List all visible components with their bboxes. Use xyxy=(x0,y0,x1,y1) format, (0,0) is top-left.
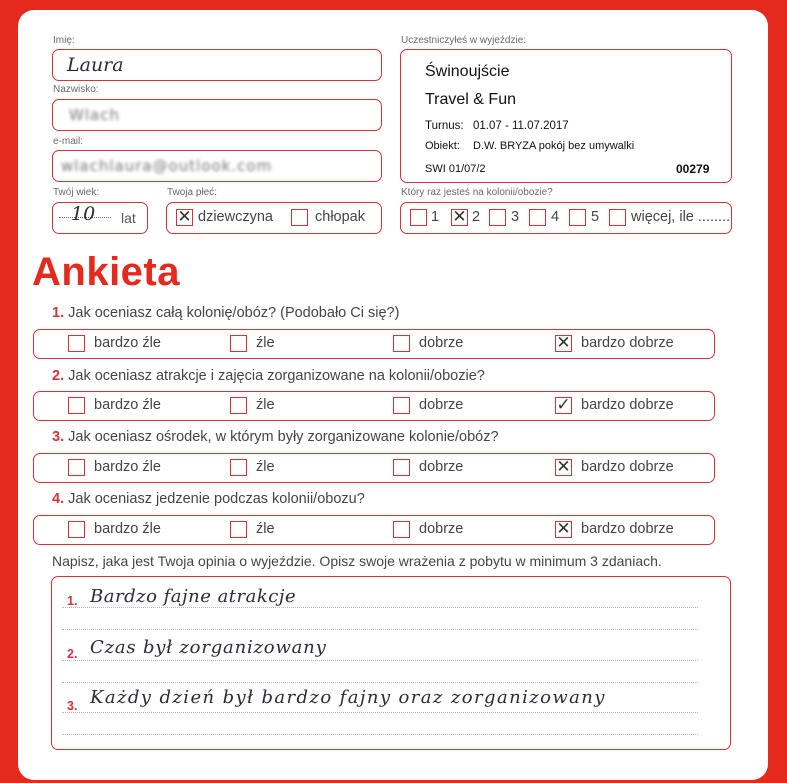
trip-city: Świnoujście xyxy=(425,63,510,80)
times-option-4: 4 xyxy=(551,209,560,225)
question-2 xyxy=(52,368,485,384)
question-4 xyxy=(52,491,365,507)
uczestniczyles-label: Uczestniczyłeś w wyjeździe: xyxy=(401,35,527,46)
checkbox-q3-zle[interactable] xyxy=(230,459,247,476)
wiek-label: Twój wiek: xyxy=(53,187,100,198)
imie-label: Imię: xyxy=(53,35,75,46)
opinion-text-2: Czas był zorganizowany xyxy=(90,637,327,658)
imie-field[interactable] xyxy=(52,49,382,81)
option-label: źle xyxy=(256,335,275,351)
option-label: bardzo źle xyxy=(94,335,161,351)
option-label: bardzo dobrze xyxy=(581,459,674,475)
checkbox-times-4[interactable] xyxy=(529,209,546,226)
option-label: bardzo źle xyxy=(94,521,161,537)
question-3 xyxy=(52,429,499,445)
checkbox-times-5[interactable] xyxy=(569,209,586,226)
checkbox-q2-bardzo-zle[interactable] xyxy=(68,397,85,414)
question-text: Jak oceniasz jedzenie podczas kolonii/obozu? xyxy=(68,491,365,507)
trip-organizer: Travel & Fun xyxy=(425,91,516,108)
ktory-raz-label: Który raz jesteś na kolonii/obozie? xyxy=(401,187,553,198)
option-label: bardzo dobrze xyxy=(581,335,674,351)
question-text: Jak oceniasz całą kolonię/obóz? (Podobało Ci się?) xyxy=(68,305,400,321)
checkbox-q4-bardzo-zle[interactable] xyxy=(68,521,85,538)
opinion-text-1: Bardzo fajne atrakcje xyxy=(90,586,297,607)
opinion-prompt: Napisz, jaka jest Twoja opinia o wyjeździe. Opisz swoje wrażenia z pobytu w minimum 3 zdaniach. xyxy=(52,553,662,569)
times-option-3: 3 xyxy=(511,209,520,225)
checkmark-icon: ✕ xyxy=(556,519,571,539)
checkmark-icon: ✕ xyxy=(452,207,467,227)
page-title: Ankieta xyxy=(32,250,180,294)
option-label: dobrze xyxy=(419,459,464,475)
checkbox-q2-bardzo-dobrze[interactable] xyxy=(555,397,572,414)
turnus-value: 01.07 - 11.07.2017 xyxy=(473,120,569,132)
answer-row-4 xyxy=(33,515,715,545)
turnus-label: Turnus: xyxy=(425,120,464,132)
option-label: źle xyxy=(256,521,275,537)
answer-row-3 xyxy=(33,453,715,483)
obiekt-label: Obiekt: xyxy=(425,140,460,152)
option-label: bardzo źle xyxy=(94,459,161,475)
obiekt-value: D.W. BRYZA pokój bez umywalki xyxy=(473,140,635,152)
checkbox-times-3[interactable] xyxy=(489,209,506,226)
nazwisko-value: Wlach xyxy=(69,106,120,124)
opinion-text-3: Każdy dzień był bardzo fajny oraz zorganizowany xyxy=(90,687,606,708)
times-option-1: 1 xyxy=(431,209,440,225)
email-label: e-mail: xyxy=(53,136,84,147)
option-label: bardzo dobrze xyxy=(581,521,674,537)
wiek-value: 10 xyxy=(71,203,96,225)
writing-line xyxy=(62,712,698,713)
question-number: 3. xyxy=(52,429,65,445)
option-label: dobrze xyxy=(419,397,464,413)
checkbox-q2-dobrze[interactable] xyxy=(393,397,410,414)
checkbox-times-2[interactable] xyxy=(451,209,468,226)
checkbox-chlopak[interactable] xyxy=(291,209,308,226)
opinion-number: 2. xyxy=(67,647,78,661)
opinion-box[interactable] xyxy=(51,576,731,750)
checkbox-q1-bardzo-zle[interactable] xyxy=(68,335,85,352)
checkmark-icon: ✕ xyxy=(556,457,571,477)
checkbox-q1-zle[interactable] xyxy=(230,335,247,352)
writing-line xyxy=(62,682,698,683)
checkbox-q1-bardzo-dobrze[interactable] xyxy=(555,335,572,352)
opinion-number: 3. xyxy=(67,699,78,713)
checkmark-icon: ✕ xyxy=(177,207,192,227)
writing-line xyxy=(62,629,698,630)
plec-label: Twoja płeć: xyxy=(167,187,218,198)
checkbox-q4-zle[interactable] xyxy=(230,521,247,538)
plec-field xyxy=(166,202,382,234)
trip-number: 00279 xyxy=(676,162,710,176)
wiek-field[interactable] xyxy=(52,202,148,234)
ktory-raz-field xyxy=(400,202,732,234)
checkbox-q4-bardzo-dobrze[interactable] xyxy=(555,521,572,538)
question-number: 4. xyxy=(52,491,65,507)
question-number: 1. xyxy=(52,305,65,321)
nazwisko-label: Nazwisko: xyxy=(53,84,99,95)
trip-box xyxy=(400,49,732,183)
option-label: bardzo dobrze xyxy=(581,397,674,413)
nazwisko-field[interactable] xyxy=(52,99,382,131)
checkbox-q4-dobrze[interactable] xyxy=(393,521,410,538)
option-label: dobrze xyxy=(419,335,464,351)
option-label: źle xyxy=(256,397,275,413)
checkbox-times-1[interactable] xyxy=(410,209,427,226)
writing-line xyxy=(62,734,698,735)
checkbox-q1-dobrze[interactable] xyxy=(393,335,410,352)
times-option-5: 5 xyxy=(591,209,600,225)
imie-value: Laura xyxy=(67,54,124,76)
writing-line xyxy=(62,660,698,661)
writing-line xyxy=(62,607,698,608)
checkbox-q3-bardzo-dobrze[interactable] xyxy=(555,459,572,476)
checkbox-times-more[interactable] xyxy=(609,209,626,226)
question-text: Jak oceniasz atrakcje i zajęcia zorganizowane na kolonii/obozie? xyxy=(68,368,485,384)
answer-row-2 xyxy=(33,391,715,421)
checkbox-dziewczyna[interactable] xyxy=(176,209,193,226)
times-option-2: 2 xyxy=(472,209,481,225)
option-label: źle xyxy=(256,459,275,475)
option-dziewczyna: dziewczyna xyxy=(198,209,273,225)
option-chlopak: chłopak xyxy=(315,209,365,225)
checkmark-icon: ✓ xyxy=(556,395,571,415)
opinion-number: 1. xyxy=(67,594,78,608)
email-value: wlachlaura@outlook.com xyxy=(61,157,273,175)
option-label: bardzo źle xyxy=(94,397,161,413)
question-number: 2. xyxy=(52,368,65,384)
wiek-unit: lat xyxy=(121,210,136,226)
times-option-more: więcej, ile ........ xyxy=(631,209,731,225)
checkmark-icon: ✕ xyxy=(556,333,571,353)
checkbox-q3-dobrze[interactable] xyxy=(393,459,410,476)
checkbox-q2-zle[interactable] xyxy=(230,397,247,414)
answer-row-1 xyxy=(33,329,715,359)
checkbox-q3-bardzo-zle[interactable] xyxy=(68,459,85,476)
email-field[interactable] xyxy=(52,150,382,182)
question-text: Jak oceniasz ośrodek, w którym były zorganizowane kolonie/obóz? xyxy=(68,429,499,445)
option-label: dobrze xyxy=(419,521,464,537)
trip-code: SWI 01/07/2 xyxy=(425,163,486,175)
question-1 xyxy=(52,305,399,321)
